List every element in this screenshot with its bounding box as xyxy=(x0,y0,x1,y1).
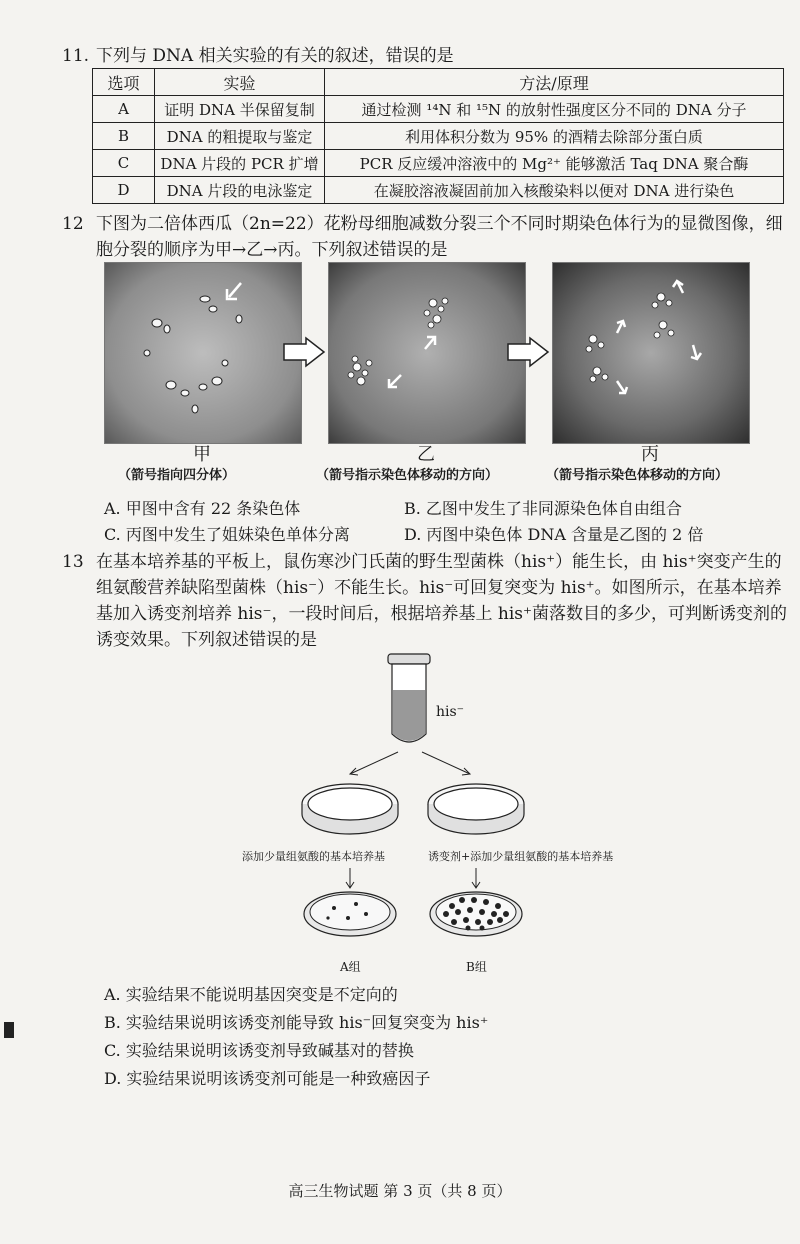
q12-option-b: B. 乙图中发生了非同源染色体自由组合 xyxy=(404,499,682,518)
q11-row-method: PCR 反应缓冲溶液中的 Mg²⁺ 能够激活 Taq DNA 聚合酶 xyxy=(325,150,784,177)
q11-row-experiment: DNA 片段的 PCR 扩增 xyxy=(155,150,325,177)
q11-row-option: A xyxy=(93,96,155,123)
q11-table-header-row xyxy=(93,69,784,96)
q13-figure xyxy=(230,650,640,940)
q11-number: 11. xyxy=(62,46,90,66)
q11-header-option: 选项 xyxy=(93,69,155,96)
table-row xyxy=(93,96,784,123)
table-row xyxy=(93,150,784,177)
q12-option-a: A. 甲图中含有 22 条染色体 xyxy=(104,499,301,518)
panel-caption-bing: （箭号指示染色体移动的方向） xyxy=(546,468,729,483)
q11-stem-text: 下列与 DNA 相关实验的有关的叙述，错误的是 xyxy=(96,46,454,66)
q13-option-b: B. 实验结果说明该诱变剂能导致 his⁻回复突变为 his⁺ xyxy=(104,1013,489,1032)
q11-row-option: C xyxy=(93,150,155,177)
petri-dish-icon xyxy=(428,784,524,834)
panel-label-jia: 甲 xyxy=(193,444,211,465)
q13-stem-line2: 组氨酸营养缺陷型菌株（his⁻）不能生长。his⁻可回复突变为 his⁺。如图所示，在基本培养 xyxy=(96,578,782,598)
q12-option-d: D. 丙图中染色体 DNA 含量是乙图的 2 倍 xyxy=(404,525,704,544)
q13-option-a: A. 实验结果不能说明基因突变是不定向的 xyxy=(104,985,398,1004)
q11-row-experiment: DNA 片段的电泳鉴定 xyxy=(155,177,325,204)
q11-row-method: 通过检测 ¹⁴N 和 ¹⁵N 的放射性强度区分不同的 DNA 分子 xyxy=(325,96,784,123)
q11-header-experiment: 实验 xyxy=(155,69,325,96)
q11-header-method: 方法/原理 xyxy=(325,69,784,96)
plate-right-label: 诱变剂+添加少量组氨酸的基本培养基 xyxy=(428,850,614,863)
q11-row-method: 在凝胶溶液凝固前加入核酸染料以便对 DNA 进行染色 xyxy=(325,177,784,204)
petri-dish-b-icon xyxy=(430,892,522,936)
q13-stem-line1 xyxy=(62,550,782,574)
panel-caption-jia: （箭号指向四分体） xyxy=(118,468,236,483)
panel-label-yi: 乙 xyxy=(417,444,435,465)
q13-option-d: D. 实验结果说明该诱变剂可能是一种致癌因子 xyxy=(104,1069,431,1088)
q12-stem-line1 xyxy=(62,212,783,236)
group-b-label: B组 xyxy=(466,960,487,974)
micrograph-jia xyxy=(104,262,302,444)
micrograph-bing xyxy=(552,262,750,444)
q13-stem-line3: 基加入诱变剂培养 his⁻，一段时间后，根据培养基上 his⁺菌落数目的多少，可判断诱变剂的 xyxy=(96,604,787,624)
q13-stem-text-1: 在基本培养基的平板上，鼠伤寒沙门氏菌的野生型菌株（his⁺）能生长，由 his⁺突变产生的 xyxy=(96,552,782,572)
petri-dish-icon xyxy=(302,784,398,834)
q11-row-option: B xyxy=(93,123,155,150)
right-arrow-icon xyxy=(506,336,550,368)
q11-row-method: 利用体积分数为 95% 的酒精去除部分蛋白质 xyxy=(325,123,784,150)
q12-stem-line2: 胞分裂的顺序为甲→乙→丙。下列叙述错误的是 xyxy=(96,240,448,260)
panel-label-bing: 丙 xyxy=(641,444,659,465)
petri-dish-a-icon xyxy=(304,892,396,936)
right-arrow-icon xyxy=(282,336,326,368)
q12-option-c: C. 丙图中发生了姐妹染色单体分离 xyxy=(104,525,350,544)
q11-row-experiment: DNA 的粗提取与鉴定 xyxy=(155,123,325,150)
micrograph-yi xyxy=(328,262,526,444)
q11-row-experiment: 证明 DNA 半保留复制 xyxy=(155,96,325,123)
q11-row-option: D xyxy=(93,177,155,204)
q13-stem-line4: 诱变效果。下列叙述错误的是 xyxy=(96,630,317,650)
q13-number: 13 xyxy=(62,552,84,572)
q11-table xyxy=(92,68,784,204)
group-a-label: A组 xyxy=(340,960,361,974)
q11-stem xyxy=(62,44,454,68)
page-footer: 高三生物试题 第 3 页（共 8 页） xyxy=(288,1182,512,1200)
q12-stem-text-1: 下图为二倍体西瓜（2n=22）花粉母细胞减数分裂三个不同时期染色体行为的显微图像，细 xyxy=(96,214,783,234)
table-row xyxy=(93,177,784,204)
table-row xyxy=(93,123,784,150)
margin-mark xyxy=(4,1022,14,1038)
plate-left-label: 添加少量组氨酸的基本培养基 xyxy=(242,850,385,863)
test-tube-icon xyxy=(388,654,430,742)
panel-caption-yi: （箭号指示染色体移动的方向） xyxy=(316,468,499,483)
q12-number: 12 xyxy=(62,214,84,234)
tube-label: his⁻ xyxy=(436,704,465,720)
q13-option-c: C. 实验结果说明该诱变剂导致碱基对的替换 xyxy=(104,1041,414,1060)
